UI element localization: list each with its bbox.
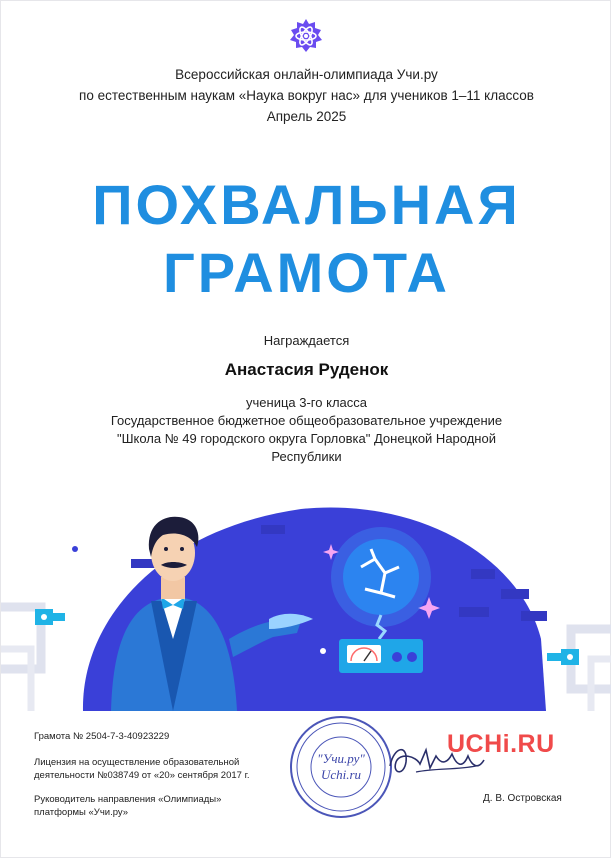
header-line-2: по естественным наукам «Наука вокруг нас» для учеников 1–11 классов (79, 88, 534, 103)
awarded-label: Награждается (263, 333, 350, 348)
left-valve-icon (35, 609, 65, 625)
certificate-title (1, 171, 611, 307)
recipient-description (91, 394, 522, 466)
head-line-1: Руководитель направления «Олимпиады» (34, 794, 222, 805)
license-line-2: деятельности №038749 от «20» сентября 2017 г. (34, 770, 250, 781)
desc-line-3: "Школа № 49 городского округа Горловка" Донецкой Народной (117, 431, 496, 446)
head-line-2: платформы «Учи.ру» (34, 807, 129, 818)
recipient-name: Анастасия Руденок (224, 360, 389, 379)
stamp-inner-line-2: Uchi.ru (320, 767, 362, 782)
stamp-inner-line-1: "Учи.ру" (317, 751, 365, 766)
right-valve-icon (547, 649, 579, 665)
scientist-illustration (1, 489, 611, 711)
head-of-olympiads (34, 793, 221, 819)
title-line-2: ГРАМОТА (163, 241, 450, 304)
header-line-1: Всероссийская онлайн-олимпиада Учи.ру (175, 67, 438, 82)
olympiad-header (1, 64, 611, 127)
signer-name: Д. В. Островская (483, 793, 562, 804)
desc-line-4: Республики (271, 449, 342, 464)
title-line-1: ПОХВАЛЬНАЯ (92, 173, 521, 236)
olympiad-atom-logo-icon (288, 18, 324, 54)
header-line-3: Апрель 2025 (266, 109, 347, 124)
official-stamp-icon (289, 715, 393, 819)
desc-line-2: Государственное бюджетное общеобразовательное учреждение (110, 413, 503, 428)
license-info (34, 756, 250, 782)
uchi-ru-brand-logo: UCHi.RU (447, 730, 555, 758)
desc-line-1: ученица 3-го класса (246, 395, 367, 410)
license-line-1: Лицензия на осуществление образовательной (34, 757, 240, 768)
certificate-number: Грамота № 2504-7-3-40923229 (34, 731, 170, 742)
